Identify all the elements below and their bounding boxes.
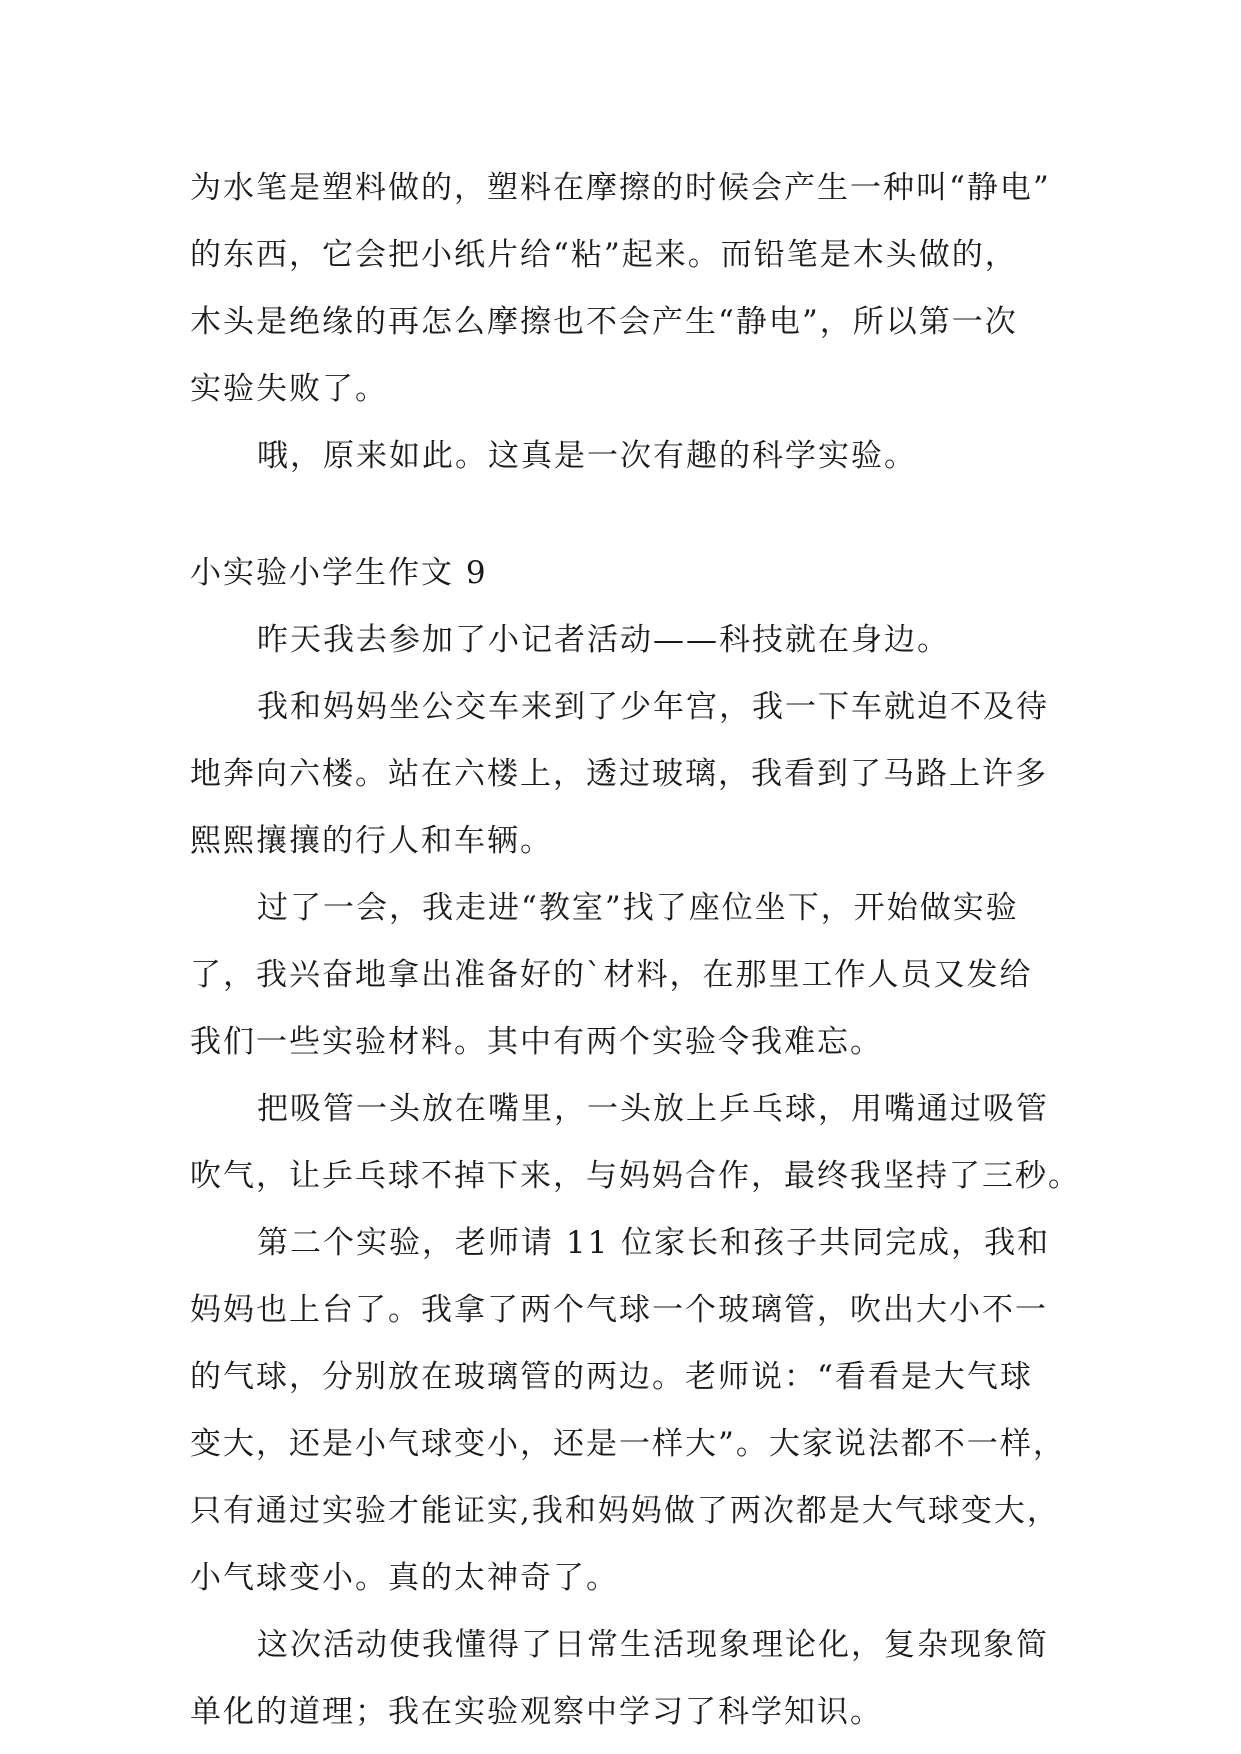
paragraph-line: 把吸管一头放在嘴里，一头放上乒乓球，用嘴通过吸管 bbox=[257, 1091, 1049, 1127]
paragraph-line: 我们一些实验材料。其中有两个实验令我难忘。 bbox=[190, 1024, 883, 1060]
paragraph-line: 哦，原来如此。这真是一次有趣的科学实验。 bbox=[257, 438, 917, 474]
paragraph-line: 实验失败了。 bbox=[190, 371, 388, 407]
paragraph-line: 的东西，它会把小纸片给“粘”起来。而铅笔是木头做的， bbox=[190, 237, 1018, 273]
paragraph-line: 昨天我去参加了小记者活动——科技就在身边。 bbox=[257, 622, 950, 658]
paragraph-line: 吹气，让乒乓球不掉下来，与妈妈合作，最终我坚持了三秒。 bbox=[190, 1158, 1081, 1194]
paragraph-line: 这次活动使我懂得了日常生活现象理论化，复杂现象简 bbox=[257, 1627, 1049, 1663]
paragraph-line: 了，我兴奋地拿出准备好的`材料，在那里工作人员又发给 bbox=[190, 957, 1033, 993]
paragraph-line: 木头是绝缘的再怎么摩擦也不会产生“静电”，所以第一次 bbox=[190, 304, 1018, 340]
paragraph-line: 地奔向六楼。站在六楼上，透过玻璃，我看到了马路上许多 bbox=[190, 756, 1048, 792]
paragraph-line: 熙熙攘攘的行人和车辆。 bbox=[190, 823, 553, 859]
paragraph-line: 过了一会，我走进“教室”找了座位坐下，开始做实验 bbox=[257, 890, 1019, 926]
essay-title: 小实验小学生作文 9 bbox=[190, 555, 488, 591]
paragraph-line: 妈妈也上台了。我拿了两个气球一个玻璃管，吹出大小不一 bbox=[190, 1292, 1048, 1328]
paragraph-line: 第二个实验，老师请 11 位家长和孩子共同完成，我和 bbox=[257, 1225, 1051, 1261]
paragraph-line: 只有通过实验才能证实,我和妈妈做了两次都是大气球变大， bbox=[190, 1493, 1060, 1529]
paragraph-line: 变大，还是小气球变小，还是一样大”。大家说法都不一样， bbox=[190, 1426, 1066, 1462]
paragraph-line: 我和妈妈坐公交车来到了少年宫，我一下车就迫不及待 bbox=[257, 689, 1049, 725]
paragraph-line: 小气球变小。真的太神奇了。 bbox=[190, 1560, 619, 1596]
paragraph-line: 单化的道理；我在实验观察中学习了科学知识。 bbox=[190, 1694, 883, 1730]
paragraph-line: 的气球，分别放在玻璃管的两边。老师说：“看看是大气球 bbox=[190, 1359, 1033, 1395]
paragraph-line: 为水笔是塑料做的，塑料在摩擦的时候会产生一种叫“静电” bbox=[190, 170, 1051, 206]
